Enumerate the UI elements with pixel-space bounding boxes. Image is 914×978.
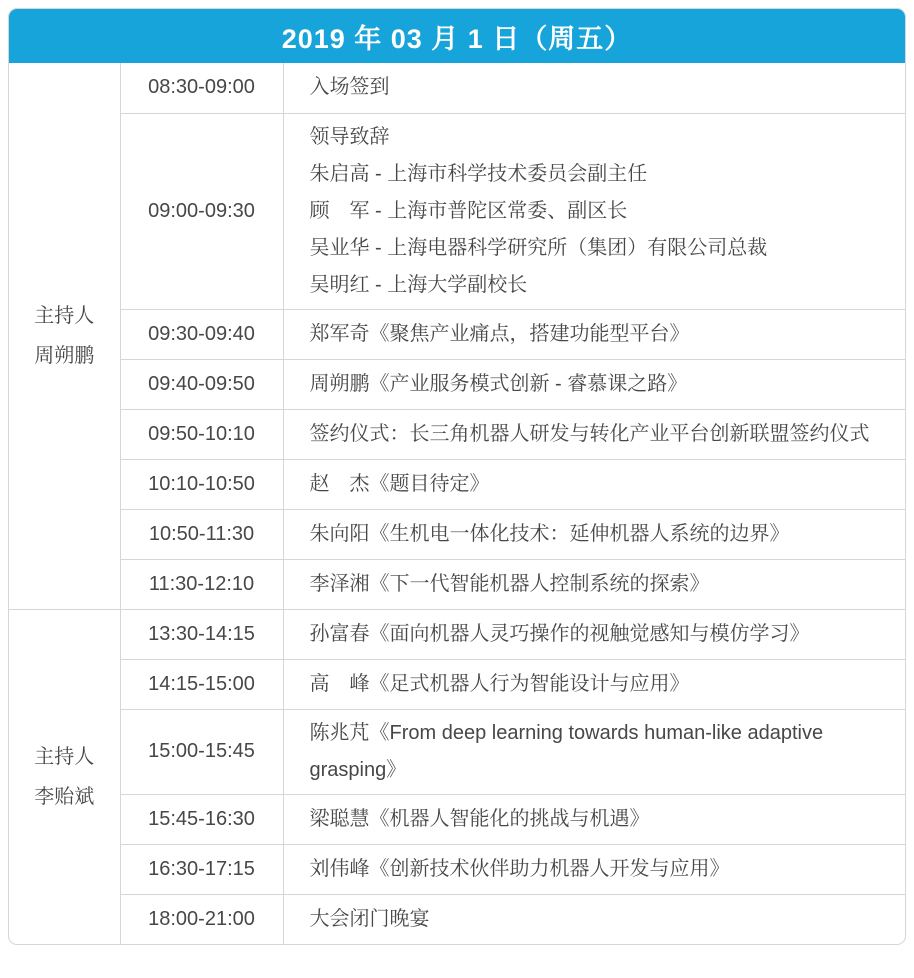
agenda-cell (283, 844, 905, 894)
agenda-line: 孙富春《面向机器人灵巧操作的视触觉感知与模仿学习》 (309, 622, 810, 645)
host-cell (9, 63, 120, 609)
host-cell (9, 609, 120, 944)
time-cell: 09:40-09:50 (120, 359, 283, 409)
agenda-cell (283, 459, 905, 509)
time-cell: 15:45-16:30 (120, 794, 283, 844)
time-cell: 08:30-09:00 (120, 63, 283, 113)
schedule-card (8, 8, 906, 945)
agenda-line: 赵 杰《题目待定》 (309, 472, 490, 495)
agenda-line: 朱向阳《生机电一体化技术：延伸机器人系统的边界》 (309, 522, 790, 545)
agenda-cell (283, 609, 905, 659)
agenda-line: 入场签到 (309, 76, 390, 99)
agenda-cell (283, 309, 905, 359)
time-cell: 18:00-21:00 (120, 894, 283, 944)
agenda-line: 顾 军 - 上海市普陀区常委、副区长 (309, 199, 628, 222)
agenda-line: 刘伟峰《创新技术伙伴助力机器人开发与应用》 (309, 857, 730, 880)
agenda-cell (283, 63, 905, 113)
agenda-line: 吴业华 - 上海电器科学研究所（集团）有限公司总裁 (309, 236, 768, 259)
agenda-cell (283, 794, 905, 844)
host-label: 主持人 (34, 745, 95, 768)
agenda-cell (283, 359, 905, 409)
agenda-line: 签约仪式：长三角机器人研发与转化产业平台创新联盟签约仪式 (309, 422, 870, 445)
agenda-row (9, 113, 905, 309)
agenda-row (9, 359, 905, 409)
date-header (9, 9, 905, 63)
date-title: 2019 年 03 月 1 日（周五） (281, 23, 633, 54)
agenda-row (9, 309, 905, 359)
time-cell: 09:50-10:10 (120, 409, 283, 459)
agenda-line: 领导致辞 (309, 125, 390, 148)
agenda-line: 大会闭门晚宴 (309, 907, 430, 930)
agenda-line: 陈兆芃《From deep learning towards human-like adaptive (309, 721, 824, 744)
agenda-cell (283, 894, 905, 944)
agenda-line: grasping》 (309, 758, 407, 781)
time-cell: 09:30-09:40 (120, 309, 283, 359)
agenda-line: 高 峰《足式机器人行为智能设计与应用》 (309, 672, 690, 695)
agenda-cell (283, 509, 905, 559)
agenda-cell (283, 659, 905, 709)
time-cell: 15:00-15:45 (120, 709, 283, 794)
time-cell: 13:30-14:15 (120, 609, 283, 659)
agenda-row (9, 609, 905, 659)
time-cell: 11:30-12:10 (120, 559, 283, 609)
agenda-row (9, 659, 905, 709)
host-name: 李贻斌 (34, 785, 95, 808)
agenda-row (9, 509, 905, 559)
time-cell: 16:30-17:15 (120, 844, 283, 894)
time-cell: 09:00-09:30 (120, 113, 283, 309)
agenda-cell (283, 113, 905, 309)
time-cell: 10:50-11:30 (120, 509, 283, 559)
agenda-cell (283, 709, 905, 794)
agenda-line: 周朔鹏《产业服务模式创新 - 睿慕课之路》 (309, 372, 688, 395)
agenda-row (9, 459, 905, 509)
agenda-row (9, 709, 905, 794)
agenda-line: 梁聪慧《机器人智能化的挑战与机遇》 (309, 807, 650, 830)
schedule-table (9, 63, 905, 944)
host-label: 主持人 (34, 304, 95, 327)
agenda-row (9, 844, 905, 894)
time-cell: 14:15-15:00 (120, 659, 283, 709)
agenda-line: 郑军奇《聚焦产业痛点，搭建功能型平台》 (309, 322, 690, 345)
time-cell: 10:10-10:50 (120, 459, 283, 509)
agenda-row (9, 559, 905, 609)
agenda-row (9, 794, 905, 844)
agenda-cell (283, 559, 905, 609)
host-name: 周朔鹏 (34, 344, 95, 367)
agenda-cell (283, 409, 905, 459)
agenda-row (9, 409, 905, 459)
agenda-row (9, 894, 905, 944)
agenda-line: 吴明红 - 上海大学副校长 (309, 273, 528, 296)
agenda-line: 朱启高 - 上海市科学技术委员会副主任 (309, 162, 648, 185)
agenda-row (9, 63, 905, 113)
agenda-line: 李泽湘《下一代智能机器人控制系统的探索》 (309, 572, 710, 595)
